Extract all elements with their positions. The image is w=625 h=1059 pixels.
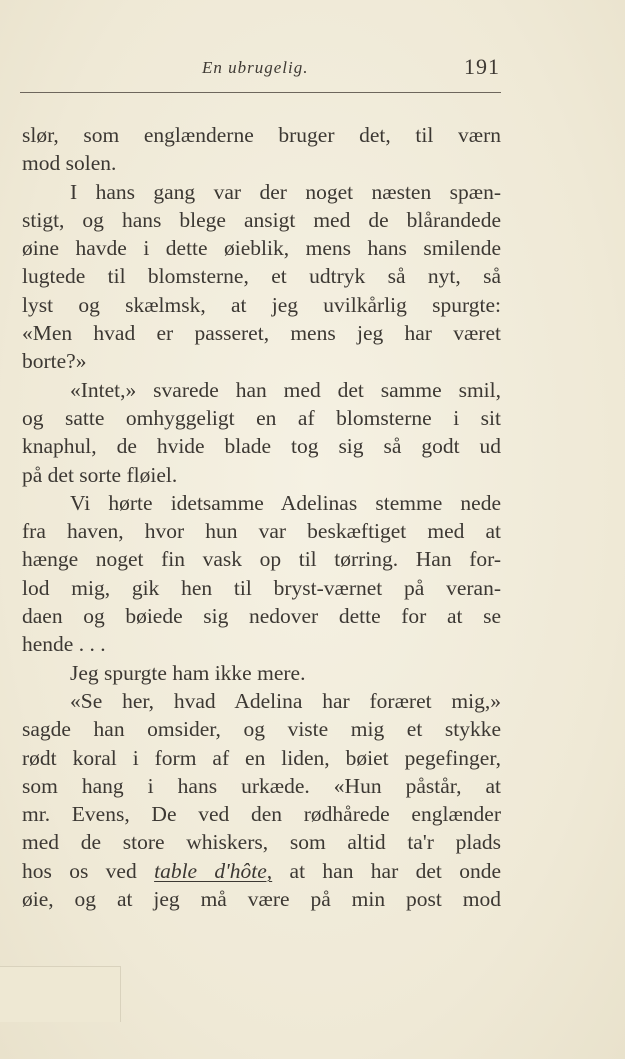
text-line: lod mig, gik hen til bryst-værnet på veran- bbox=[22, 575, 501, 600]
text-line: knaphul, de hvide blade tog sig så godt ud bbox=[22, 434, 501, 459]
text-fragment: hos os ved bbox=[22, 858, 155, 883]
text-line: mr. Evens, De ved den rødhårede englænder bbox=[22, 802, 501, 827]
text-line: øie, og at jeg må være på min post mod bbox=[22, 887, 501, 912]
text-fragment: at han har det onde bbox=[272, 858, 502, 883]
text-line: og satte omhyggeligt en af blomsterne i sit bbox=[22, 405, 501, 430]
text-line: «Men hvad er passeret, mens jeg har været bbox=[22, 321, 501, 346]
body-text bbox=[22, 121, 501, 913]
page-corner-patch bbox=[0, 966, 121, 1022]
text-line: «Se her, hvad Adelina har foræret mig,» bbox=[70, 688, 501, 713]
running-title: En ubrugelig. bbox=[202, 58, 309, 77]
text-line: som hang i hans urkæde. «Hun påstår, at bbox=[22, 773, 501, 798]
page-number: 191 bbox=[464, 54, 500, 79]
text-line: I hans gang var der noget næsten spæn- bbox=[70, 179, 501, 204]
text-line: mod solen. bbox=[22, 151, 117, 176]
text-line: Vi hørte idetsamme Adelinas stemme nede bbox=[70, 490, 501, 515]
text-line: «Intet,» svarede han med det samme smil, bbox=[70, 377, 501, 402]
text-line-with-italic bbox=[22, 857, 501, 885]
running-head bbox=[20, 52, 500, 88]
text-line: lyst og skælmsk, at jeg uvilkårlig spurgte: bbox=[22, 292, 501, 317]
text-line: daen og bøiede sig nedover dette for at se bbox=[22, 604, 501, 629]
text-line: lugtede til blomsterne, et udtryk så nyt, så bbox=[22, 264, 501, 289]
text-line: med de store whiskers, som altid ta'r plads bbox=[22, 830, 501, 855]
text-line: sagde han omsider, og viste mig et stykke bbox=[22, 717, 501, 742]
italic-phrase: table d'hôte, bbox=[154, 858, 273, 883]
text-line: slør, som englænderne bruger det, til værn bbox=[22, 123, 501, 147]
header-rule bbox=[20, 92, 501, 93]
text-line: hende . . . bbox=[22, 632, 106, 657]
text-line: fra haven, hvor hun var beskæftiget med at bbox=[22, 519, 501, 544]
text-line: rødt koral i form af en liden, bøiet pegefinger, bbox=[22, 745, 501, 770]
text-line: hænge noget fin vask op til tørring. Han for- bbox=[22, 547, 501, 572]
text-line: Jeg spurgte ham ikke mere. bbox=[70, 660, 306, 685]
text-line: stigt, og hans blege ansigt med de blårandede bbox=[22, 207, 501, 232]
text-line: borte?» bbox=[22, 349, 87, 374]
text-line: øine havde i dette øieblik, mens hans smilende bbox=[22, 236, 501, 261]
text-line: på det sorte fløiel. bbox=[22, 462, 178, 487]
